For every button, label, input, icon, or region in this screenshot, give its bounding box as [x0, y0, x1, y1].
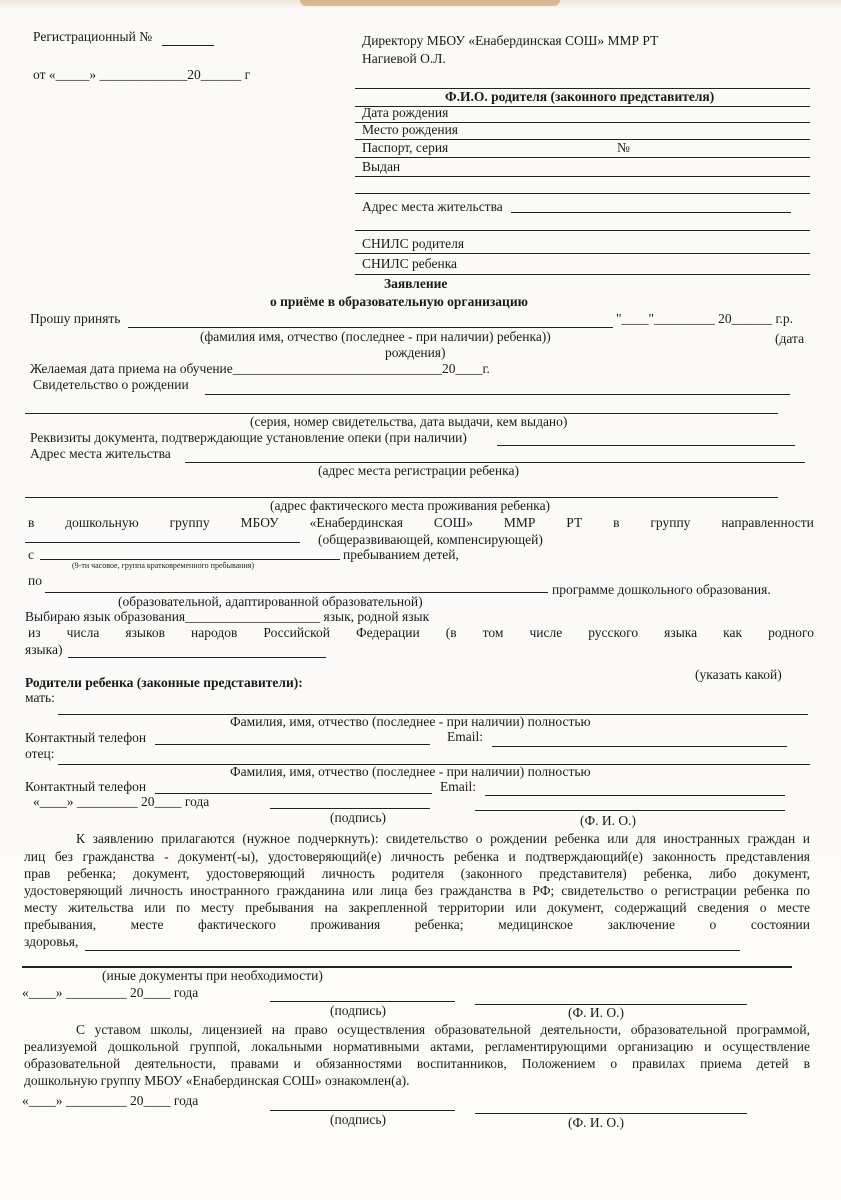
word: народов — [191, 625, 238, 640]
registration-number-label: Регистрационный № — [33, 29, 153, 44]
signature-caption: (подпись) — [330, 1003, 387, 1018]
stay-caption: (9-ти часовое, группа кратковременного пребывания) — [72, 561, 255, 570]
native-language-field[interactable] — [68, 657, 326, 658]
child-birth-date[interactable]: "____"_________ 20______ г.р. — [616, 311, 794, 326]
native-end-label: языка) — [25, 642, 63, 657]
document-title: Заявление — [384, 276, 448, 291]
attachments-line: прав ребенка; документ, удостоверяющий личность родителя (законного представителя) ребенка, либо документ, — [24, 866, 810, 881]
acknowledgement-fio-field[interactable] — [475, 1113, 747, 1114]
birth-caption-a: (дата — [775, 331, 805, 346]
word: том — [482, 625, 504, 640]
issued-field-2[interactable] — [355, 193, 810, 194]
word: группу — [650, 515, 691, 530]
word: родного — [768, 625, 814, 640]
attachments-line: здоровья, — [24, 934, 79, 949]
word: дошкольную — [65, 515, 139, 530]
guardianship-label: Реквизиты документа, подтверждающие установление опеки (при наличии) — [30, 430, 467, 445]
word: «Енабердинская — [309, 515, 403, 530]
parents-signature-field[interactable] — [270, 808, 430, 809]
word: Федерации — [355, 625, 420, 640]
father-fio-caption: Фамилия, имя, отчество (последнее - при наличии) полностью — [230, 764, 591, 779]
program-caption: (образовательной, адаптированной образовательной) — [118, 594, 423, 609]
stay-field[interactable] — [40, 559, 340, 560]
issued-label: Выдан — [362, 159, 401, 174]
mother-email-label: Email: — [447, 729, 483, 744]
reg-address-caption: (адрес места регистрации ребенка) — [318, 463, 519, 478]
mother-phone-label: Контактный телефон — [25, 730, 147, 745]
word: (в — [445, 625, 457, 640]
addressee-line1: Директору МБОУ «Енабердинская СОШ» ММР РТ — [362, 33, 659, 48]
native-language-sentence — [28, 625, 814, 641]
acknowledgement-line: образовательной деятельности, правами и обязанностями воспитанников, Положением о правилах приема детей в — [24, 1056, 810, 1071]
address-field-2[interactable] — [355, 230, 810, 231]
addressee-line2: Нагиевой О.Л. — [362, 51, 446, 66]
signature-caption: (подпись) — [330, 1112, 387, 1127]
acknowledgement-signature-field[interactable] — [270, 1110, 455, 1111]
word: из — [28, 625, 41, 640]
snils-child-field[interactable] — [355, 274, 810, 275]
word: в — [613, 515, 620, 530]
signature-caption: (подпись) — [330, 810, 387, 825]
attachments-signature-field[interactable] — [270, 1001, 455, 1002]
word: РТ — [566, 515, 583, 530]
birth-caption-b: рождения) — [385, 345, 446, 360]
passport-label: Паспорт, серия — [362, 140, 449, 155]
word: числа — [66, 625, 100, 640]
word: Российской — [263, 625, 330, 640]
word: направленности — [721, 515, 814, 530]
father-phone-label: Контактный телефон — [25, 779, 147, 794]
word: русского — [588, 625, 639, 640]
guardianship-field[interactable] — [497, 445, 795, 446]
attachments-line: пребывания, месте фактического проживания ребенка; медицинское заключение о состоянии — [24, 917, 810, 932]
address-label: Адрес места жительства — [362, 199, 503, 214]
attachments-line: удостоверяющий личность иностранного гражданина или лица без гражданства в РФ; свидетельство о регистрации ребенка по — [24, 883, 810, 898]
father-email-field[interactable] — [485, 795, 785, 796]
acknowledgement-date[interactable]: «____» _________ 20____ года — [22, 1093, 199, 1108]
birth-cert-label: Свидетельство о рождении — [33, 377, 189, 392]
mother-email-field[interactable] — [492, 746, 787, 747]
attachments-date[interactable]: «____» _________ 20____ года — [22, 985, 199, 1000]
snils-parent-field[interactable] — [355, 253, 810, 254]
paper-edge — [300, 0, 560, 6]
word: как — [723, 625, 743, 640]
child-fio-field[interactable] — [128, 327, 613, 328]
document-subtitle: о приёме в образовательную организацию — [270, 294, 528, 309]
program-suffix: программе дошкольного образования. — [552, 582, 771, 597]
child-fio-caption: (фамилия имя, отчество (последнее - при наличии) ребенка)) — [200, 329, 551, 344]
birth-date-label: Дата рождения — [362, 105, 449, 120]
accept-label: Прошу принять — [30, 311, 121, 326]
registration-date[interactable]: от «_____» _____________20______ г — [33, 67, 251, 82]
snils-child-label: СНИЛС ребенка — [362, 256, 458, 271]
program-field[interactable] — [45, 592, 548, 593]
group-sentence — [28, 515, 814, 531]
word: числе — [529, 625, 563, 640]
parents-fio-field[interactable] — [475, 810, 785, 811]
passport-number-label: № — [617, 140, 630, 155]
language-line[interactable]: Выбираю язык образования____________________ язык, родной язык — [25, 609, 430, 624]
word: группу — [169, 515, 210, 530]
birth-place-label: Место рождения — [362, 122, 459, 137]
parent-fio-caption: Ф.И.О. родителя (законного представителя) — [445, 89, 715, 104]
acknowledgement-line: реализуемой дошкольной группой, локальными нормативными актами, регламентирующими организацию и осуществление — [24, 1039, 810, 1054]
attachments-line: месту жительства или по месту пребывания на закрепленной территории или документ, содержащий сведения о месте — [24, 900, 810, 915]
birth-cert-field[interactable] — [205, 394, 790, 395]
word: языков — [125, 625, 165, 640]
word: МБОУ — [240, 515, 279, 530]
fio-caption: (Ф. И. О.) — [568, 1005, 625, 1020]
acknowledgement-line: дошкольную группу МБОУ «Енабердинская СОШ» ознакомлен(а). — [24, 1073, 410, 1088]
word: СОШ» — [433, 515, 473, 530]
with-label: с — [28, 547, 34, 562]
child-address-label: Адрес места жительства — [30, 446, 171, 461]
attachments-line: лиц без гражданства - документ(-ы), удостоверяющий(е) личность ребенка и подтверждающий(е) законность представления — [24, 849, 810, 864]
acknowledgement-line: С уставом школы, лицензией на право осуществления образовательной деятельности, образовательной программой, — [76, 1022, 810, 1037]
word: ММР — [503, 515, 536, 530]
mother-label: мать: — [25, 690, 55, 705]
actual-address-caption: (адрес фактического места проживания ребенка) — [270, 498, 551, 513]
birth-cert-caption: (серия, номер свидетельства, дата выдачи, кем выдано) — [250, 414, 568, 429]
word: в — [28, 515, 35, 530]
direction-field[interactable] — [25, 542, 300, 543]
father-label: отец: — [25, 746, 55, 761]
by-label: по — [28, 573, 42, 588]
health-field[interactable] — [85, 950, 740, 951]
registration-number-field[interactable] — [162, 45, 214, 46]
fio-caption: (Ф. И. О.) — [580, 813, 637, 828]
fio-caption: (Ф. И. О.) — [568, 1115, 625, 1130]
parents-heading: Родители ребенка (законные представители): — [25, 675, 303, 690]
word: языка — [664, 625, 698, 640]
mother-fio-caption: Фамилия, имя, отчество (последнее - при наличии) полностью — [230, 714, 591, 729]
passport-field[interactable] — [355, 157, 810, 158]
address-field[interactable] — [511, 212, 791, 213]
direction-caption: (общеразвивающей, компенсирующей) — [318, 532, 543, 547]
desired-date[interactable]: Желаемая дата приема на обучение_______________________________20____г. — [30, 361, 490, 376]
parents-date[interactable]: «____» _________ 20____ года — [33, 794, 210, 809]
father-email-label: Email: — [440, 779, 476, 794]
attachments-line: К заявлению прилагаются (нужное подчеркнуть): свидетельство о рождении ребенка или для иностранных граждан и — [76, 831, 810, 846]
stay-suffix: пребыванием детей, — [343, 547, 459, 562]
mother-phone-field[interactable] — [155, 744, 430, 745]
other-documents-caption: (иные документы при необходимости) — [102, 968, 323, 983]
issued-field[interactable] — [355, 176, 810, 177]
snils-parent-label: СНИЛС родителя — [362, 236, 465, 251]
specify-caption: (указать какой) — [695, 667, 782, 682]
